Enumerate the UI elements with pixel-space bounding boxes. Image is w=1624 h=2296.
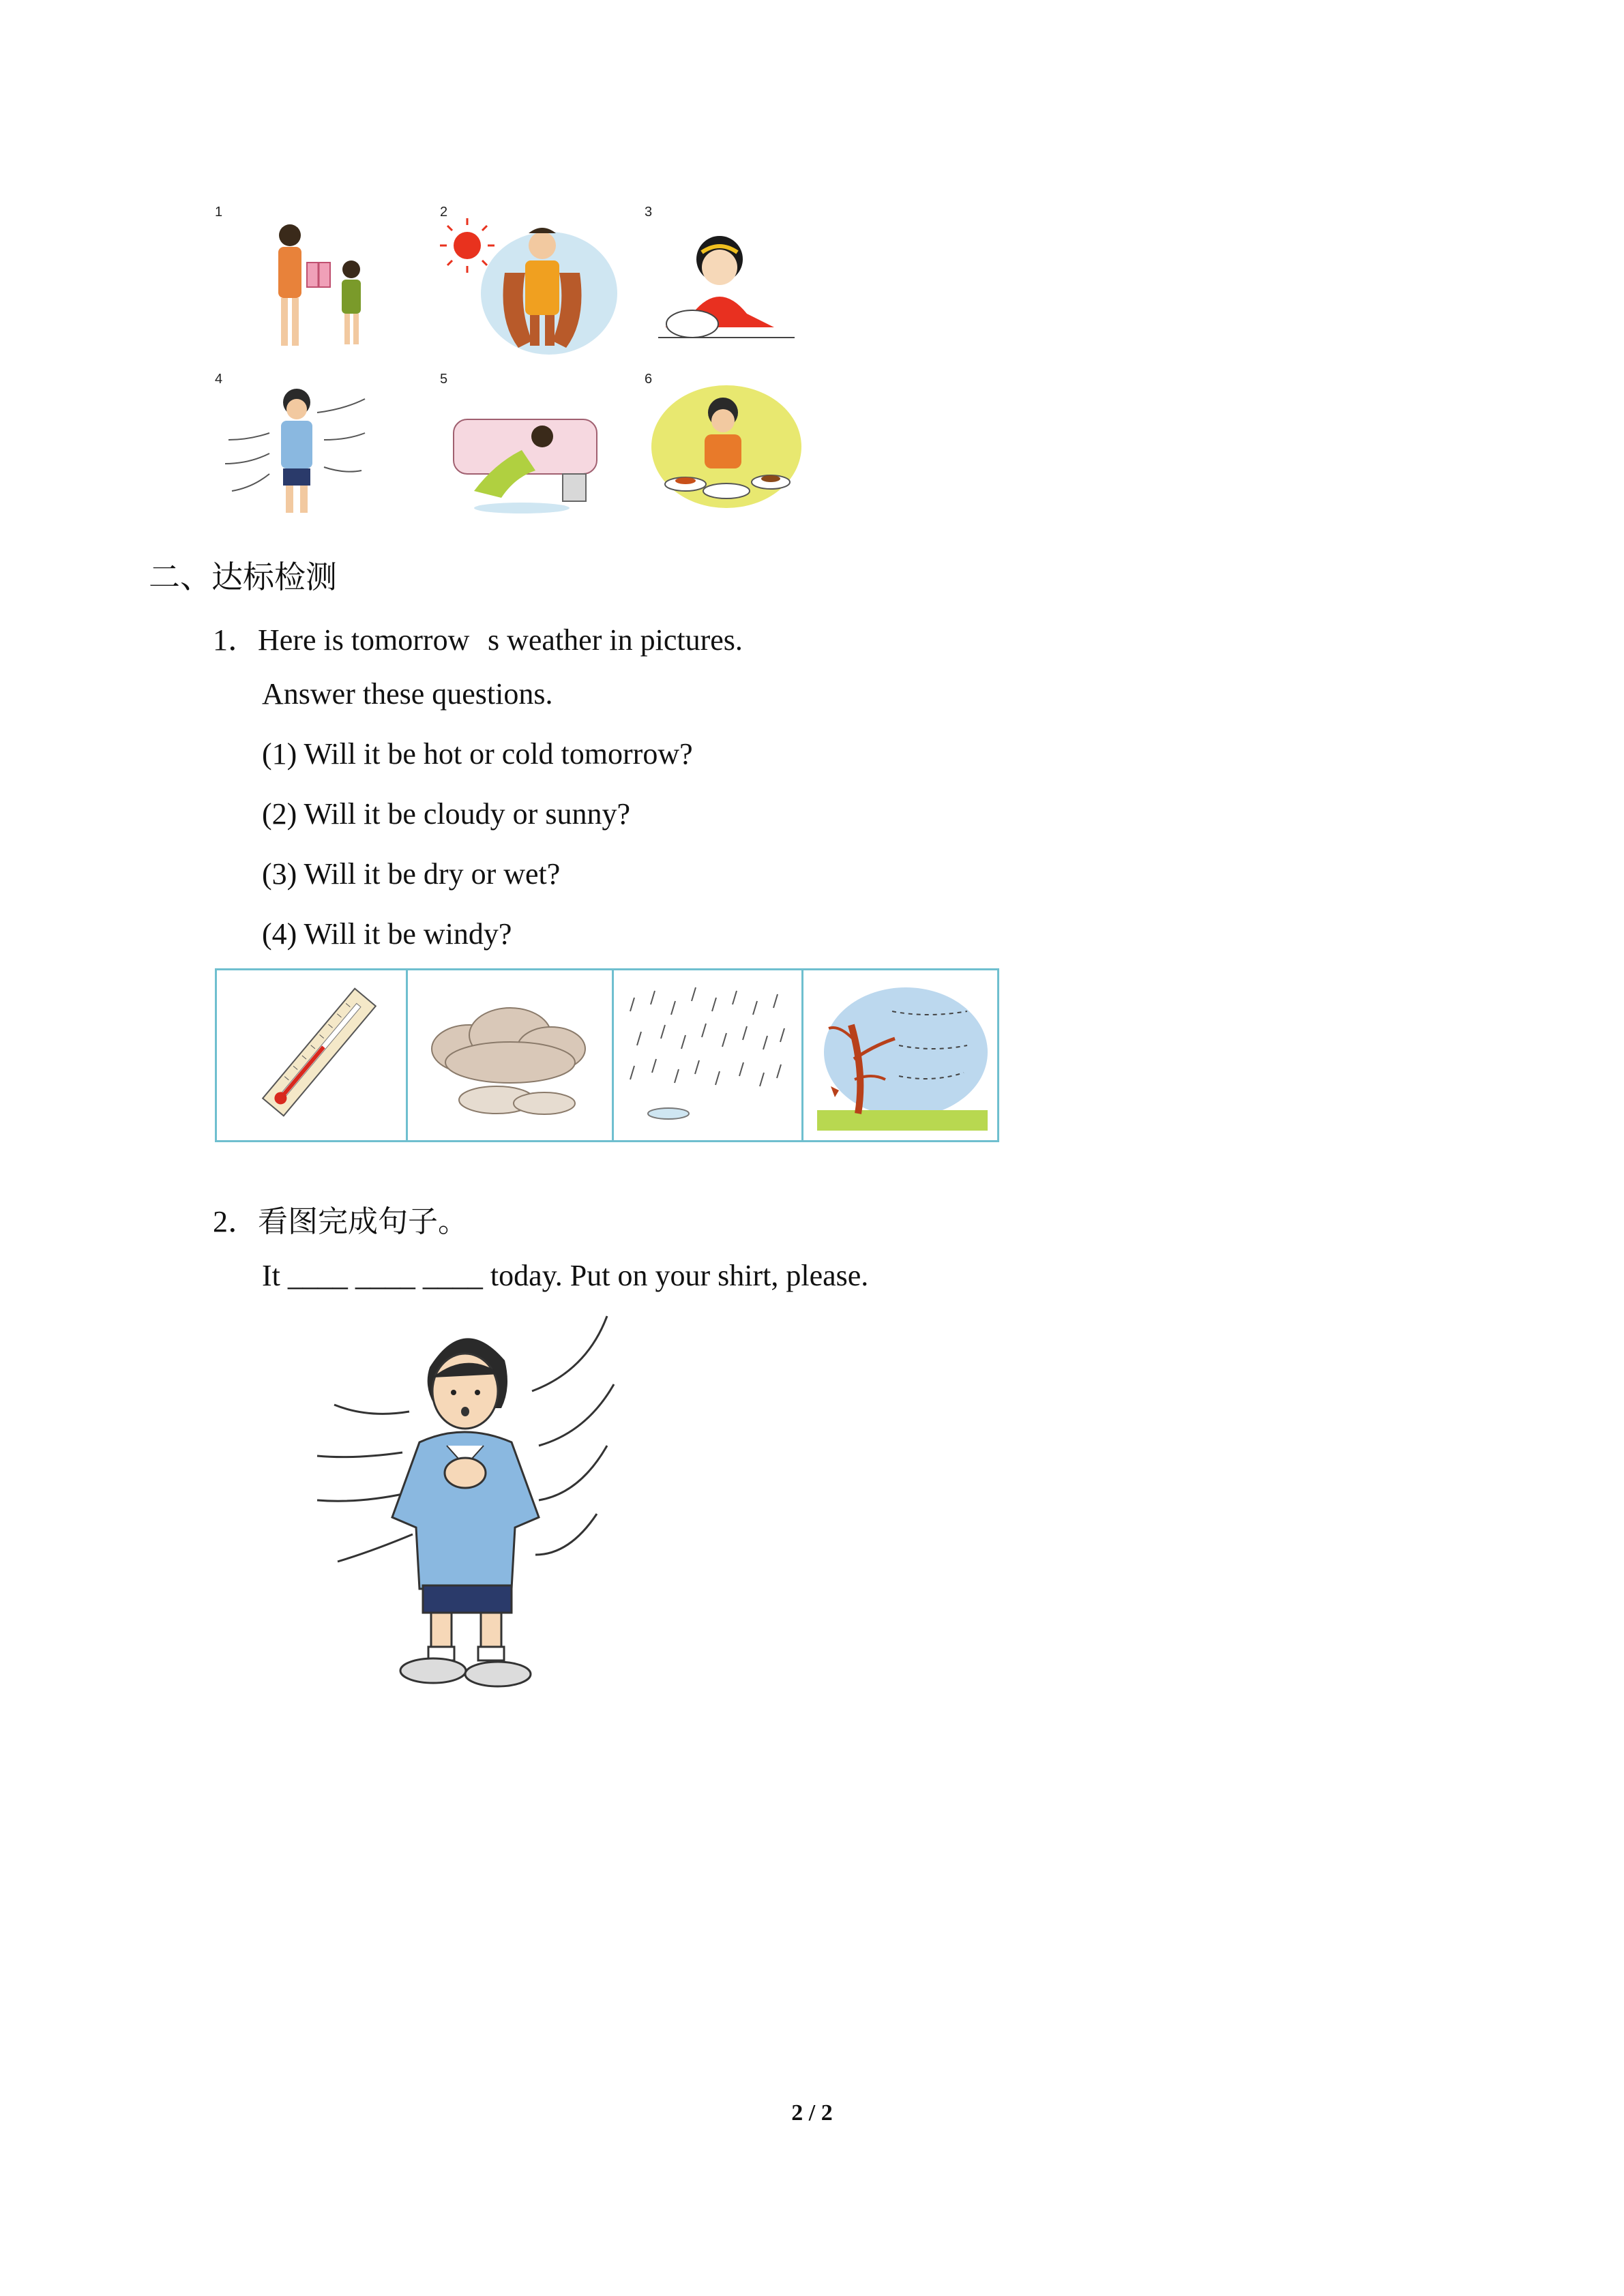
- thermometer-icon: [217, 970, 406, 1140]
- weather-picture-rain: [614, 970, 803, 1140]
- rain-icon: [614, 970, 801, 1140]
- page-number: 2 / 2: [791, 2100, 833, 2126]
- question-1-item: (3) Will it be dry or wet?: [262, 857, 561, 891]
- illustration-2: [440, 205, 617, 355]
- cleaning-girl-icon: [440, 372, 617, 528]
- illustration-3: [645, 205, 822, 355]
- question-1-item: (1) Will it be hot or cold tomorrow?: [262, 737, 693, 771]
- illustration-5: [440, 372, 617, 522]
- meal-boy-icon: [645, 372, 822, 528]
- hot-sun-icon: [440, 205, 617, 361]
- cold-boy-icon: [286, 1309, 682, 1691]
- weather-picture-wind: [803, 970, 997, 1140]
- question-2-title: 2．看图完成句子。: [213, 1205, 468, 1238]
- illustration-number: 5: [440, 372, 448, 387]
- question-2-sentence: It ____ ____ ____ today. Put on your shirt, please.: [262, 1259, 869, 1292]
- illustration-4: [215, 372, 392, 522]
- windy-tree-icon: [803, 970, 995, 1140]
- eating-girl-icon: [645, 205, 822, 361]
- gift-giving-icon: [215, 205, 392, 361]
- illustration-number: 3: [645, 205, 653, 220]
- cloud-icon: [408, 970, 612, 1140]
- weather-picture-cloud: [408, 970, 614, 1140]
- question-2-picture: [286, 1309, 682, 1691]
- illustration-number: 4: [215, 372, 223, 387]
- weather-picture-thermometer: [217, 970, 408, 1140]
- question-1-item: (2) Will it be cloudy or sunny?: [262, 797, 630, 831]
- illustration-grid: [215, 205, 801, 525]
- section-title: 二、达标检测: [149, 560, 337, 595]
- question-1-title: 1．Here is tomorrows weather in pictures.: [213, 623, 743, 657]
- cold-boy-icon: [215, 372, 392, 528]
- illustration-number: 1: [215, 205, 223, 220]
- illustration-6: [645, 372, 822, 522]
- weather-pictures: [215, 968, 999, 1142]
- question-1-instruction: Answer these questions.: [262, 677, 553, 711]
- illustration-number: 6: [645, 372, 653, 387]
- question-1-item: (4) Will it be windy?: [262, 917, 512, 951]
- illustration-1: [215, 205, 392, 355]
- illustration-number: 2: [440, 205, 448, 220]
